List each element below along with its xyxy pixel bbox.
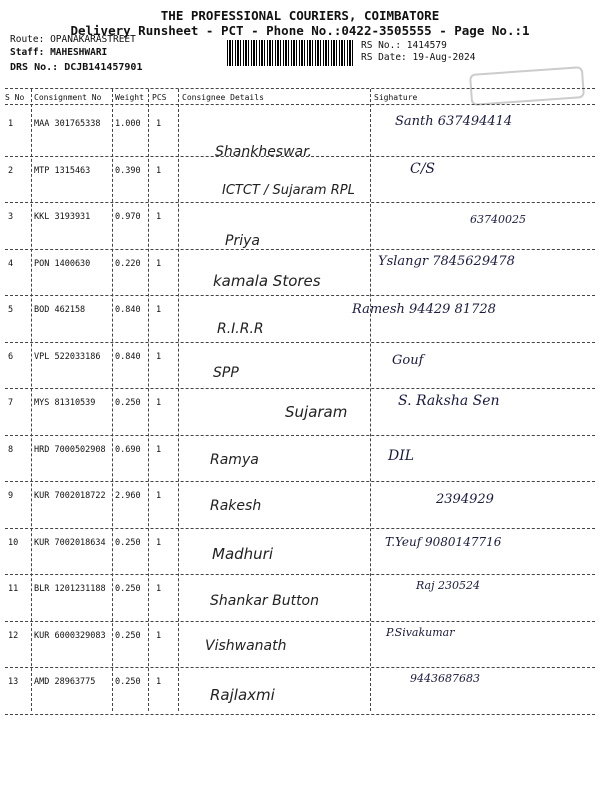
row-weight: 0.390 <box>115 165 141 176</box>
row-signature: Yslangr 7845629478 <box>378 253 515 269</box>
table-row <box>0 157 600 204</box>
rs-no-label: RS No.: <box>361 40 402 51</box>
row-pcs: 1 <box>156 444 162 455</box>
row-consignment-no: BLR 1201231188 <box>34 584 106 594</box>
route-label: Route: <box>10 34 45 45</box>
row-consignee-handwritten: SPP <box>213 364 239 381</box>
row-weight: 0.840 <box>115 305 141 315</box>
row-sno: 8 <box>8 444 14 455</box>
row-consignee-handwritten: ICTCT / Sujaram RPL <box>222 182 355 198</box>
row-pcs: 1 <box>156 537 162 548</box>
table-top-rule <box>5 88 595 89</box>
row-weight: 0.690 <box>115 444 141 455</box>
row-sno: 9 <box>8 491 14 501</box>
table-row <box>0 110 600 160</box>
row-signature: T.Yeuf 9080147716 <box>385 534 502 549</box>
row-pcs: 1 <box>156 258 162 269</box>
row-consignee-handwritten: Shankar Button <box>210 593 319 609</box>
row-divider <box>5 714 595 715</box>
row-signature: Gouf <box>392 352 424 368</box>
row-signature: Ramesh 94429 81728 <box>352 302 496 317</box>
rs-date-info <box>361 52 475 63</box>
table-row <box>0 622 600 669</box>
row-pcs: 1 <box>156 119 162 129</box>
row-sno: 5 <box>8 305 14 315</box>
row-sno: 1 <box>8 119 14 129</box>
rs-no-value: 1414579 <box>406 40 447 51</box>
row-consignment-no: KUR 6000329083 <box>34 630 106 641</box>
row-pcs: 1 <box>156 677 162 687</box>
row-consignment-no: VPL 522033186 <box>34 351 101 362</box>
row-sno: 12 <box>8 630 19 641</box>
row-pcs: 1 <box>156 584 162 594</box>
row-consignment-no: MTP 1315463 <box>34 165 91 176</box>
runsheet-title: Delivery Runsheet - PCT - Phone No.:0422-3505555 - Page No.:1 <box>70 23 530 38</box>
drs-value: DCJB141457901 <box>64 62 143 73</box>
row-signature: 2394929 <box>436 492 494 507</box>
row-consignment-no: AMD 28963775 <box>34 677 96 687</box>
row-consignee-handwritten: Rajlaxmi <box>210 686 275 704</box>
row-consignee-handwritten: R.I.R.R <box>217 321 264 337</box>
row-consignment-no: BOD 462158 <box>34 305 86 315</box>
table-row <box>0 250 600 297</box>
row-signature: 63740025 <box>470 213 526 226</box>
row-weight: 0.250 <box>115 584 141 594</box>
row-consignee-handwritten: Sujaram <box>285 403 348 421</box>
route-value: OPANAKARASTREET <box>50 34 136 45</box>
route-info <box>10 34 136 45</box>
company-title: THE PROFESSIONAL COURIERS, COIMBATORE <box>160 8 440 23</box>
row-consignment-no: KKL 3193931 <box>34 212 91 222</box>
table-row <box>0 389 600 436</box>
col-header-pcs: PCS <box>152 93 167 102</box>
row-consignee-handwritten: Rakesh <box>210 498 262 514</box>
row-consignment-no: MAA 301765338 <box>34 119 101 129</box>
row-signature: Raj 230524 <box>416 579 480 592</box>
row-signature: 9443687683 <box>410 672 480 685</box>
row-consignee-handwritten: Madhuri <box>212 544 274 563</box>
row-sno: 2 <box>8 165 14 176</box>
row-pcs: 1 <box>156 351 162 362</box>
table-row <box>0 575 600 622</box>
row-weight: 0.250 <box>115 398 141 408</box>
table-row <box>0 482 600 529</box>
row-pcs: 1 <box>156 398 162 408</box>
row-consignment-no: HRD 7000502908 <box>34 444 106 455</box>
row-weight: 0.220 <box>115 258 141 269</box>
row-sno: 4 <box>8 258 14 269</box>
row-consignment-no: MYS 81310539 <box>34 398 96 408</box>
row-weight: 0.250 <box>115 630 141 641</box>
row-sno: 3 <box>8 212 14 222</box>
row-consignment-no: PON 1400630 <box>34 258 91 269</box>
table-row <box>0 296 600 343</box>
staff-label: Staff: <box>10 47 45 58</box>
row-sno: 7 <box>8 398 14 408</box>
row-pcs: 1 <box>156 212 162 222</box>
col-header-signature: Sighature <box>374 93 418 102</box>
barcode-image <box>227 40 355 66</box>
rs-date-value: 19-Aug-2024 <box>412 52 476 63</box>
row-consignee-handwritten: Priya <box>225 233 260 249</box>
col-header-sno: S No <box>5 93 25 102</box>
row-signature: C/S <box>410 160 436 177</box>
row-signature: S. Raksha Sen <box>398 393 500 409</box>
row-consignee-handwritten: Ramya <box>210 451 259 468</box>
col-header-consignment: Consignment No <box>34 93 102 102</box>
rs-date-label: RS Date: <box>361 52 407 63</box>
rs-no-info <box>361 40 447 51</box>
table-row <box>0 203 600 250</box>
staff-info <box>10 47 107 58</box>
row-pcs: 1 <box>156 491 162 501</box>
row-sno: 10 <box>8 537 19 548</box>
row-sno: 6 <box>8 351 14 362</box>
table-header-rule <box>5 104 595 105</box>
row-pcs: 1 <box>156 165 162 176</box>
col-header-weight: Weight <box>115 93 144 102</box>
row-pcs: 1 <box>156 305 162 315</box>
row-weight: 0.970 <box>115 212 141 222</box>
row-consignee-handwritten: kamala Stores <box>213 271 321 290</box>
row-consignment-no: KUR 7002018722 <box>34 491 106 501</box>
row-signature: DIL <box>388 447 415 464</box>
table-row <box>0 343 600 390</box>
drs-info <box>10 62 142 73</box>
col-header-consignee: Consignee Details <box>182 93 264 102</box>
table-row <box>0 436 600 483</box>
row-weight: 0.250 <box>115 677 141 687</box>
row-sno: 13 <box>8 677 19 687</box>
row-consignee-handwritten: Shankheswar. <box>215 144 313 160</box>
table-row <box>0 668 600 715</box>
row-consignment-no: KUR 7002018634 <box>34 537 106 548</box>
row-weight: 1.000 <box>115 119 141 129</box>
row-consignee-handwritten: Vishwanath <box>205 637 287 654</box>
row-weight: 2.960 <box>115 491 141 501</box>
row-pcs: 1 <box>156 630 162 641</box>
row-sno: 11 <box>8 584 19 594</box>
faded-stamp <box>469 66 585 106</box>
table-row <box>0 529 600 576</box>
drs-label: DRS No.: <box>10 62 59 73</box>
row-signature: P.Sivakumar <box>386 625 455 639</box>
row-weight: 0.250 <box>115 537 141 548</box>
row-weight: 0.840 <box>115 351 141 362</box>
row-signature: Santh 637494414 <box>395 114 513 129</box>
staff-value: MAHESHWARI <box>50 47 108 58</box>
